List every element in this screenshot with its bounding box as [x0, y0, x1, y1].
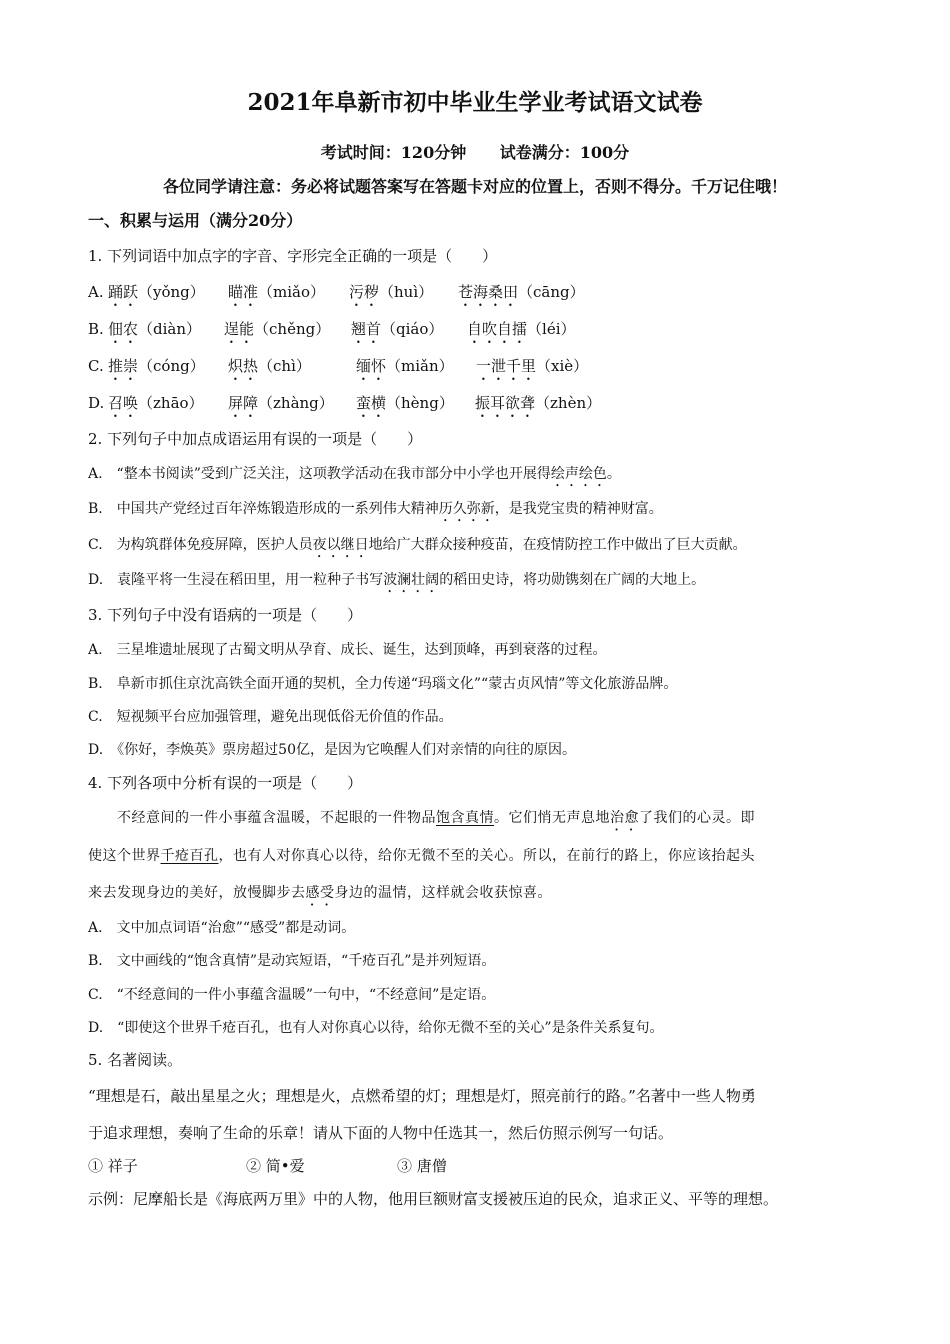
q1-a-label: A.	[88, 283, 104, 301]
exam-meta	[0, 143, 950, 163]
q3-stem: 3. 下列句子中没有语病的一项是（ ）	[88, 606, 363, 624]
q1-b-pinyin4: （léi）	[527, 320, 576, 338]
q5-choice-3: ③ 唐僧	[397, 1157, 447, 1175]
q2-b-idiom: 历久弥新	[438, 501, 495, 517]
q2-option-c: C. 为构筑群体免疫屏障，医护人员夜以继日地给广大群众接种疫苗，在疫情防控工作中做出了巨大贡献。	[88, 537, 747, 553]
q1-d-word2: 屏障	[228, 394, 259, 412]
q4-option-b: B. 文中画线的“饱含真情”是动宾短语，“千疮百孔”是并列短语。	[88, 953, 496, 969]
q1-d-pinyin4: （zhèn）	[535, 394, 602, 412]
q4-dotted-word-1: 治愈	[610, 810, 639, 826]
q1-d-word4: 振耳欲聋	[475, 394, 536, 412]
q1-b-word2: 逞能	[224, 320, 255, 338]
q1-d-pinyin3: （hèng）	[386, 394, 454, 412]
q1-c-label: C.	[88, 357, 104, 375]
q1-b-word1: 佃农	[108, 320, 139, 338]
q1-a-pinyin4: （cāng）	[518, 283, 585, 301]
q1-c-word4: 一泄千里	[476, 357, 537, 375]
q3-option-c: C. 短视频平台应加强管理，避免出现低俗无价值的作品。	[88, 709, 453, 725]
q4-option-a: A. 文中加点词语“治愈”“感受”都是动词。	[88, 920, 356, 936]
q2-d-idiom: 波澜壮阔	[383, 572, 440, 588]
q5-stem: 5. 名著阅读。	[88, 1051, 183, 1069]
q1-a-pinyin3: （huì）	[379, 283, 434, 301]
exam-notice: 各位同学请注意：务必将试题答案写在答题卡对应的位置上，否则不得分。千万记住哦！	[162, 177, 787, 196]
q4-option-c: C. “不经意间的一件小事蕴含温暖”一句中，“不经意间”是定语。	[88, 987, 496, 1003]
q5-quote-line-1: “理想是石，敲出星星之火；理想是火，点燃希望的灯；理想是灯，照亮前行的路。”名著中一些人物勇	[88, 1087, 756, 1105]
q1-a-word2: 瞄准	[228, 283, 259, 301]
q1-a-word3: 污秽	[349, 283, 380, 301]
q1-a-pinyin1: （yǒng）	[138, 283, 205, 301]
q1-c-word2: 炽热	[228, 357, 259, 375]
q4-option-d: D. “即使这个世界千疮百孔，也有人对你真心以待，给你无微不至的关心”是条件关系复句。	[88, 1020, 664, 1036]
q1-d-pinyin2: （zhàng）	[258, 394, 334, 412]
q2-stem: 2. 下列句子中加点成语运用有误的一项是（ ）	[88, 430, 423, 448]
q3-option-d: D. 《你好，李焕英》票房超过50亿，是因为它唤醒人们对亲情的向往的原因。	[88, 742, 576, 758]
q2-option-d: D. 袁隆平将一生浸在稻田里，用一粒种子书写波澜壮阔的稻田史诗，将功勋镌刻在广阔的大地上。	[88, 572, 706, 588]
q1-d-pinyin1: （zhāo）	[138, 394, 204, 412]
q2-option-a: A. “整本书阅读”受到广泛关注，这项教学活动在我市部分中小学也开展得绘声绘色。	[88, 466, 621, 482]
exam-title: 2021年阜新市初中毕业生学业考试语文试卷	[247, 89, 703, 116]
q5-example: 示例：尼摩船长是《海底两万里》中的人物，他用巨额财富支援被压迫的民众，追求正义、平等的理想。	[88, 1190, 779, 1208]
q5-choice-1: ① 祥子	[88, 1157, 138, 1175]
exam-score: 试卷满分：100分	[499, 143, 630, 162]
q2-option-b: B. 中国共产党经过百年淬炼锻造形成的一系列伟大精神历久弥新，是我党宝贵的精神财富。	[88, 501, 663, 517]
q1-c-word1: 推崇	[108, 357, 139, 375]
q5-choice-2: ② 简•爱	[246, 1157, 305, 1175]
q1-b-word3: 翘首	[351, 320, 382, 338]
q4-passage-line-2: 使这个世界千疮百孔，也有人对你真心以待，给你无微不至的关心。所以，在前行的路上，你应该抬起头	[88, 848, 755, 864]
q1-a-pinyin2: （miǎo）	[258, 283, 326, 301]
q5-quote-line-2: 于追求理想，奏响了生命的乐章！请从下面的人物中任选其一，然后仿照示例写一句话。	[88, 1124, 674, 1142]
q1-b-pinyin2: （chěng）	[254, 320, 331, 338]
exam-time: 考试时间：120分钟	[320, 143, 467, 162]
q1-stem: 1. 下列词语中加点字的字音、字形完全正确的一项是（ ）	[88, 247, 498, 265]
q4-underlined-phrase-2: 千疮百孔	[160, 848, 219, 864]
q1-c-word3: 缅怀	[356, 357, 387, 375]
q1-d-label: D.	[88, 394, 105, 412]
q2-a-idiom: 绘声绘色	[550, 466, 607, 482]
q4-underlined-phrase-1: 饱含真情	[436, 810, 494, 826]
q1-c-pinyin1: （cóng）	[138, 357, 205, 375]
q1-c-pinyin2: （chì）	[258, 357, 311, 375]
q1-b-word4: 自吹自擂	[467, 320, 528, 338]
q1-d-word1: 召唤	[108, 394, 139, 412]
q1-b-pinyin3: （qiáo）	[381, 320, 444, 338]
section-1-title: 一、积累与运用（满分20分）	[88, 211, 303, 230]
q1-c-pinyin4: （xiè）	[536, 357, 589, 375]
q1-a-word4: 苍海桑田	[458, 283, 519, 301]
q2-c-idiom: 夜以继日	[312, 537, 369, 553]
q1-d-word3: 蛮横	[356, 394, 387, 412]
q4-dotted-word-2: 感受	[305, 885, 335, 901]
q1-b-pinyin1: （diàn）	[138, 320, 202, 338]
q1-c-pinyin3: （miǎn）	[386, 357, 454, 375]
q1-a-word1: 踊跃	[108, 283, 139, 301]
q4-passage-line-3: 来去发现身边的美好，放慢脚步去感受身边的温情，这样就会收获惊喜。	[88, 885, 552, 901]
q1-b-label: B.	[88, 320, 104, 338]
q4-stem: 4. 下列各项中分析有误的一项是（ ）	[88, 774, 363, 792]
q3-option-a: A. 三星堆遗址展现了古蜀文明从孕育、成长、诞生，达到顶峰，再到衰落的过程。	[88, 642, 607, 658]
q4-passage-line-1: 不经意间的一件小事蕴含温暖，不起眼的一件物品饱含真情。它们悄无声息地治愈了我们的心灵。即	[88, 810, 755, 826]
q3-option-b: B. 阜新市抓住京沈高铁全面开通的契机，全力传递“玛瑙文化”“蒙古贞风情”等文化旅游品牌。	[88, 676, 678, 692]
